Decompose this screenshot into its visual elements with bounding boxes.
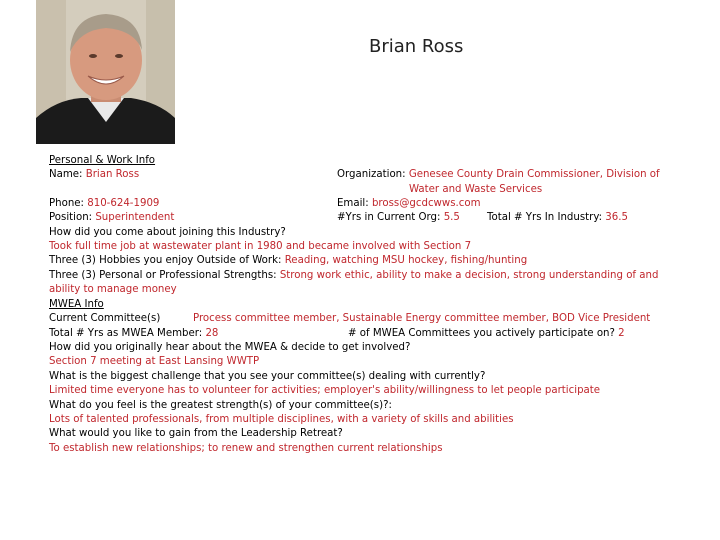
years-org-row [337,211,460,225]
organization-value-cont: Water and Waste Services [409,184,543,195]
phone-row [49,197,159,211]
hobbies-row [49,254,527,268]
hobbies-label: Three (3) Hobbies you enjoy Outside of Work: [49,255,285,266]
years-industry-row [487,211,628,225]
years-member-value: 28 [205,328,219,339]
mwea-heading: MWEA Info [49,299,104,310]
position-value: Superintendent [95,212,175,223]
num-committees-label: # of MWEA Committees you actively participate on? [348,328,619,339]
name-value: Brian Ross [85,169,140,180]
years-org-label: #Yrs in Current Org: [337,212,444,223]
strength-answer: Lots of talented professionals, from multiple disciplines, with a variety of skills and abilities [49,414,514,425]
organization-row [337,168,660,182]
page-title: Brian Ross [369,36,464,57]
name-row [49,168,139,182]
gain-question: What would you like to gain from the Leadership Retreat? [49,428,343,439]
hobbies-value: Reading, watching MSU hockey, fishing/hunting [284,255,528,266]
email-label: Email: [337,198,372,209]
email-row [337,197,481,211]
organization-value: Genesee County Drain Commissioner, Division of [408,169,660,180]
position-label: Position: [49,212,96,223]
personal-heading: Personal & Work Info [49,155,156,166]
strengths-value: Strong work ethic, ability to make a decision, strong understanding of and [279,270,659,281]
profile-photo [36,0,175,144]
position-row [49,211,174,225]
join-question: How did you come about joining this Industry? [49,227,286,238]
portrait-illustration [36,0,175,144]
join-answer: Took full time job at wastewater plant in 1980 and became involved with Section 7 [49,241,472,252]
years-member-label: Total # Yrs as MWEA Member: [49,328,206,339]
challenge-answer: Limited time everyone has to volunteer for activities; employer's ability/willingness to let people participate [49,385,601,396]
phone-value: 810-624-1909 [87,198,160,209]
years-industry-label: Total # Yrs In Industry: [487,212,606,223]
hear-answer: Section 7 meeting at East Lansing WWTP [49,356,260,367]
num-committees-row [348,327,625,341]
strength-question: What do you feel is the greatest strength(s) of your committee(s)?: [49,400,392,411]
committee-value: Process committee member, Sustainable Energy committee member, BOD Vice President [193,313,651,324]
num-committees-value: 2 [618,328,625,339]
gain-answer: To establish new relationships; to renew and strengthen current relationships [49,443,443,454]
name-label: Name: [49,169,86,180]
strengths-label: Three (3) Personal or Professional Strengths: [49,270,280,281]
strengths-row [49,269,658,283]
hear-question: How did you originally hear about the MWEA & decide to get involved? [49,342,411,353]
years-industry-value: 36.5 [605,212,628,223]
email-value: bross@gcdcwws.com [371,198,481,209]
years-org-value: 5.5 [443,212,460,223]
years-member-row [49,327,218,341]
strengths-value-cont: ability to manage money [49,284,177,295]
challenge-question: What is the biggest challenge that you see your committee(s) dealing with currently? [49,371,486,382]
committee-label: Current Committee(s) [49,313,161,324]
phone-label: Phone: [49,198,88,209]
organization-label: Organization: [337,169,409,180]
